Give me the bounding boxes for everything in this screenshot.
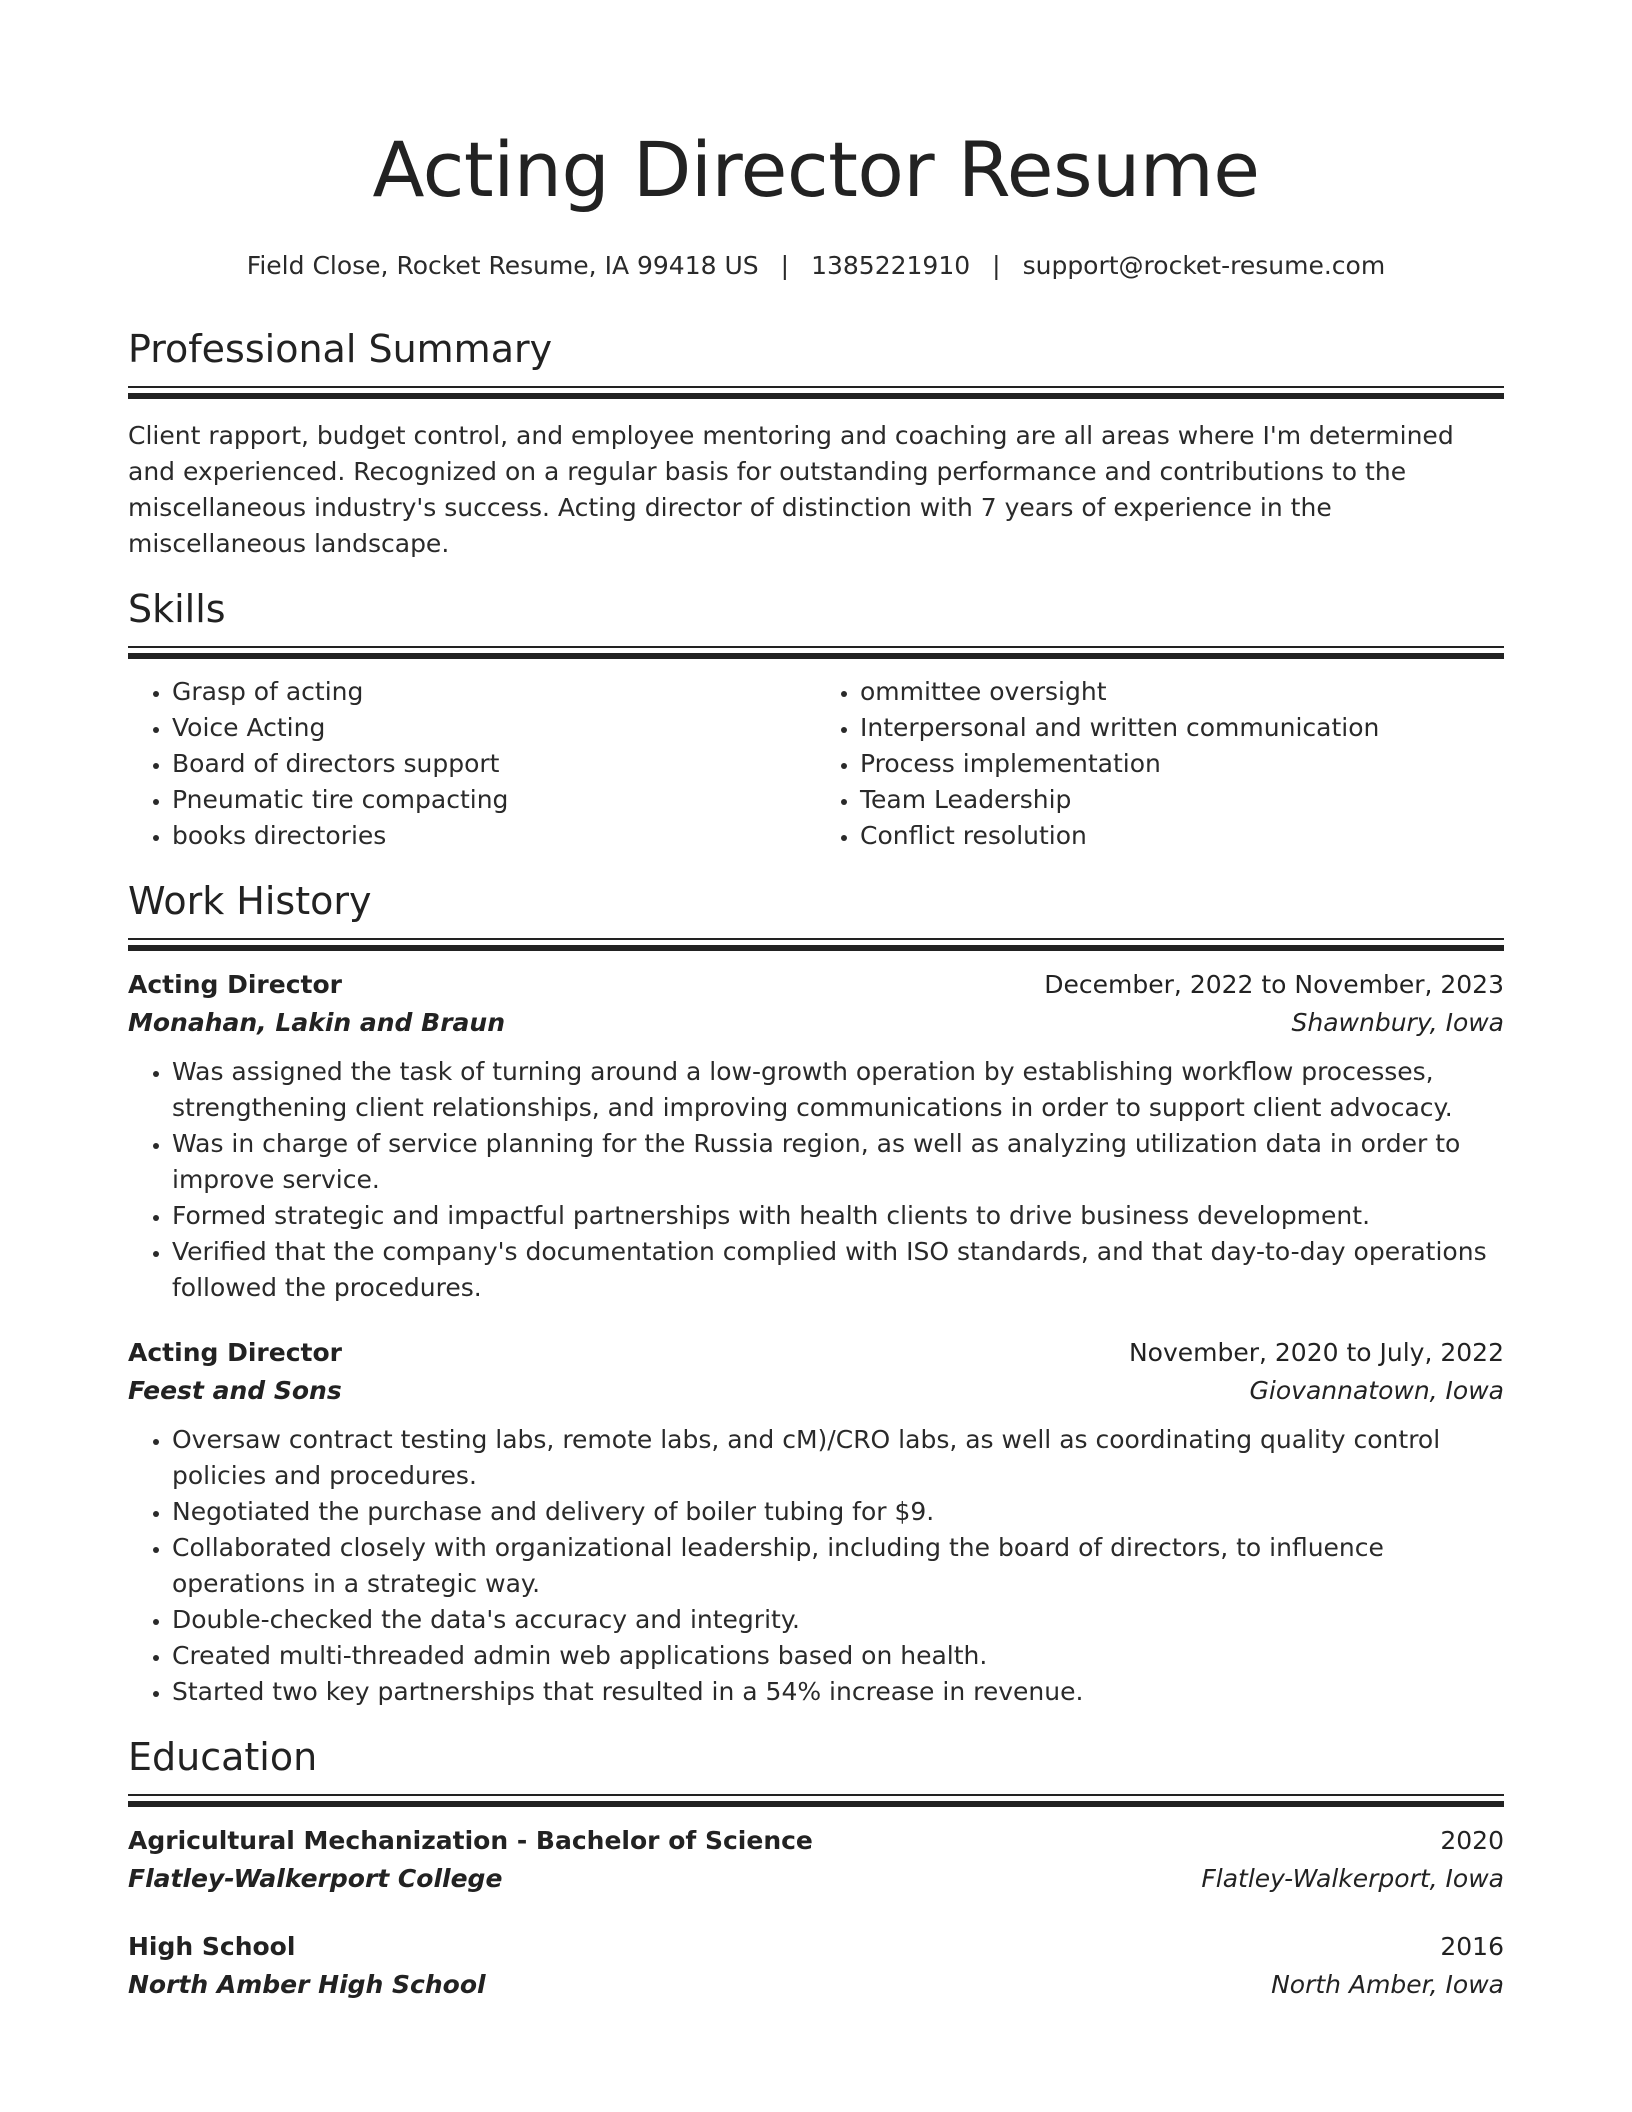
job-bullet: • Was in charge of service planning for the Russia region, as well as analyzing utilization data in order to improve service. bbox=[172, 1126, 1504, 1198]
job-location: Shawnbury, Iowa bbox=[1291, 1008, 1504, 1037]
resume-title: Acting Director Resume bbox=[372, 125, 1260, 214]
contact-line bbox=[128, 248, 1504, 284]
education-school: North Amber High School bbox=[128, 1970, 486, 1999]
contact-phone: 1385221910 bbox=[811, 251, 971, 280]
skill-item: • books directories bbox=[172, 818, 816, 854]
section-divider bbox=[128, 1794, 1504, 1808]
education-entry bbox=[128, 1928, 1504, 2004]
education-degree: Agricultural Mechanization - Bachelor of Science bbox=[128, 1826, 813, 1855]
job-bullet: • Was assigned the task of turning around a low-growth operation by establishing workflow processes, strengthening client relationships, and improving communications in order to support client advocacy. bbox=[172, 1054, 1504, 1126]
section-divider bbox=[128, 386, 1504, 400]
work-history-section bbox=[128, 878, 1504, 1710]
job-bullets bbox=[128, 1054, 1504, 1306]
section-heading: Education bbox=[128, 1735, 318, 1779]
job-dates: December, 2022 to November, 2023 bbox=[1044, 970, 1504, 999]
skills-section bbox=[128, 586, 1504, 854]
skill-item: • Pneumatic tire compacting bbox=[172, 782, 816, 818]
contact-separator: | bbox=[992, 251, 1001, 280]
job-company: Monahan, Lakin and Braun bbox=[128, 1008, 506, 1037]
skills-list-left bbox=[128, 674, 816, 854]
skill-item: • ommittee oversight bbox=[860, 674, 1504, 710]
section-divider bbox=[128, 938, 1504, 952]
job-bullet: • Started two key partnerships that resulted in a 54% increase in revenue. bbox=[172, 1674, 1504, 1710]
summary-text: Client rapport, budget control, and employee mentoring and coaching are all areas where I'm determined and experienced. Recognized on a regular basis for outstanding performance and contributions to the miscellaneous industry's success. Acting director of distinction with 7 years of experience in the miscellaneous landscape. bbox=[128, 421, 1454, 558]
job-dates: November, 2020 to July, 2022 bbox=[1128, 1338, 1504, 1367]
job-title: Acting Director bbox=[128, 1338, 342, 1367]
education-location: North Amber, Iowa bbox=[1271, 1970, 1504, 1999]
summary-section bbox=[128, 326, 1504, 562]
education-location: Flatley-Walkerport, Iowa bbox=[1201, 1864, 1504, 1893]
skills-list-right bbox=[816, 674, 1504, 854]
skill-item: • Process implementation bbox=[860, 746, 1504, 782]
education-year: 2020 bbox=[1440, 1826, 1504, 1855]
education-entry bbox=[128, 1822, 1504, 1898]
section-heading: Skills bbox=[128, 587, 226, 631]
skill-item: • Board of directors support bbox=[172, 746, 816, 782]
job-entry bbox=[128, 966, 1504, 1306]
section-divider bbox=[128, 646, 1504, 660]
job-bullet: • Verified that the company's documentation complied with ISO standards, and that day-to-day operations followed the procedures. bbox=[172, 1234, 1504, 1306]
education-school: Flatley-Walkerport College bbox=[128, 1864, 503, 1893]
contact-email[interactable]: support@rocket-resume.com bbox=[1022, 251, 1386, 280]
skills-columns bbox=[128, 674, 1504, 854]
section-heading: Work History bbox=[128, 879, 372, 923]
job-title: Acting Director bbox=[128, 970, 342, 999]
section-heading: Professional Summary bbox=[128, 327, 553, 371]
job-bullet: • Double-checked the data's accuracy and integrity. bbox=[172, 1602, 1504, 1638]
skill-item: • Team Leadership bbox=[860, 782, 1504, 818]
contact-separator: | bbox=[780, 251, 790, 280]
contact-address: Field Close, Rocket Resume, IA 99418 US bbox=[246, 251, 759, 280]
skill-item: • Conflict resolution bbox=[860, 818, 1504, 854]
job-bullets bbox=[128, 1422, 1504, 1710]
skill-item: • Voice Acting bbox=[172, 710, 816, 746]
job-location: Giovannatown, Iowa bbox=[1249, 1376, 1504, 1405]
skill-item: • Interpersonal and written communication bbox=[860, 710, 1504, 746]
education-degree: High School bbox=[128, 1932, 296, 1961]
skill-item: • Grasp of acting bbox=[172, 674, 816, 710]
job-bullet: • Formed strategic and impactful partnerships with health clients to drive business development. bbox=[172, 1198, 1504, 1234]
job-bullet: • Collaborated closely with organizational leadership, including the board of directors, to influence operations in a strategic way. bbox=[172, 1530, 1504, 1602]
job-entry bbox=[128, 1334, 1504, 1710]
job-bullet: • Created multi-threaded admin web applications based on health. bbox=[172, 1638, 1504, 1674]
education-year: 2016 bbox=[1440, 1932, 1504, 1961]
job-bullet: • Negotiated the purchase and delivery of boiler tubing for $9. bbox=[172, 1494, 1504, 1530]
job-bullet: • Oversaw contract testing labs, remote labs, and cM)/CRO labs, as well as coordinating quality control policies and procedures. bbox=[172, 1422, 1504, 1494]
job-company: Feest and Sons bbox=[128, 1376, 342, 1405]
education-section bbox=[128, 1734, 1504, 2004]
